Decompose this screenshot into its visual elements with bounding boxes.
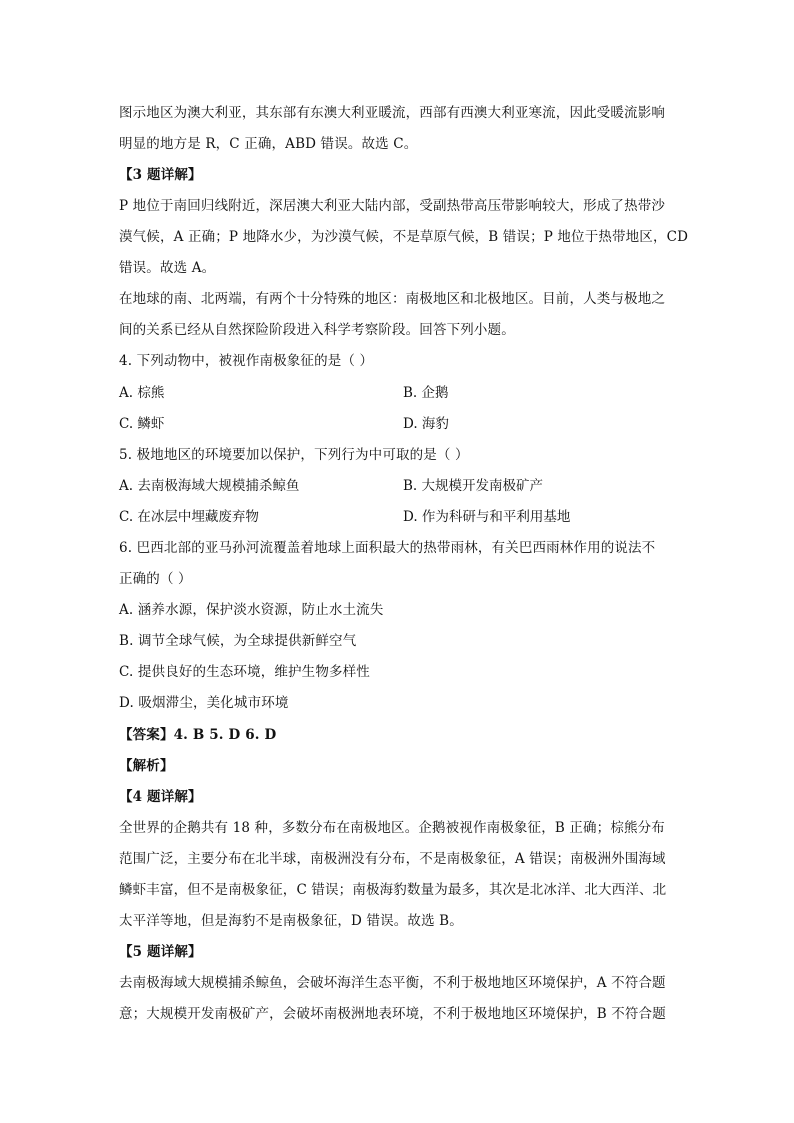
section-heading: 【3 题详解】: [119, 167, 202, 183]
text-line: 错误。故选 A。: [119, 260, 216, 276]
section-heading: 【5 题详解】: [119, 944, 202, 960]
text-line: 全世界的企鹅共有 18 种，多数分布在南极地区。企鹅被视作南极象征，B 正确；棕熊分布: [119, 820, 665, 836]
option-4a: A. 棕熊: [119, 385, 165, 401]
text-line: 图示地区为澳大利亚，其东部有东澳大利亚暖流，西部有西澳大利亚寒流，因此受暖流影响: [119, 105, 665, 121]
text-line: 间的关系已经从自然探险阶段进入科学考察阶段。回答下列小题。: [119, 322, 515, 338]
text-line: 范围广泛，主要分布在北半球，南极洲没有分布，不是南极象征，A 错误；南极洲外围海域: [119, 851, 666, 867]
option-5c: C. 在冰层中埋藏废弃物: [119, 509, 259, 525]
option-4b: B. 企鹅: [403, 385, 449, 401]
text-line: 在地球的南、北两端，有两个十分特殊的地区：南极地区和北极地区。目前，人类与极地之: [119, 291, 665, 307]
section-heading: 【4 题详解】: [119, 789, 202, 805]
option-6c: C. 提供良好的生态环境，维护生物多样性: [119, 664, 370, 680]
text-line: 漠气候，A 正确；P 地降水少，为沙漠气候，不是草原气候，B 错误；P 地位于热带地区，CD: [119, 229, 689, 245]
option-5b: B. 大规模开发南极矿产: [403, 478, 544, 494]
option-6a: A. 涵养水源，保护淡水资源，防止水土流失: [119, 602, 384, 618]
text-line: 意；大规模开发南极矿产，会破坏南极洲地表环境，不利于极地地区环境保护，B 不符合题: [119, 1006, 666, 1022]
option-6b: B. 调节全球气候，为全球提供新鲜空气: [119, 633, 357, 649]
text-line: 鳞虾丰富，但不是南极象征，C 错误；南极海豹数量为最多，其次是北冰洋、北大西洋、北: [119, 882, 667, 898]
option-6d: D. 吸烟滞尘，美化城市环境: [119, 695, 289, 711]
text-line: 正确的（ ）: [119, 571, 192, 587]
text-line: 明显的地方是 R，C 正确，ABD 错误。故选 C。: [119, 136, 418, 152]
text-line: 太平洋等地，但是海豹不是南极象征，D 错误。故选 B。: [119, 913, 463, 929]
answer-line: 【答案】4. B 5. D 6. D: [119, 727, 277, 743]
question-4: 4. 下列动物中，被视作南极象征的是（ ）: [119, 353, 374, 369]
analysis-heading: 【解析】: [119, 758, 174, 774]
option-5d: D. 作为科研与和平利用基地: [403, 509, 571, 525]
question-5: 5. 极地地区的环境要加以保护，下列行为中可取的是（ ）: [119, 447, 469, 463]
option-5a: A. 去南极海域大规模捕杀鲸鱼: [119, 478, 300, 494]
text-line: 去南极海域大规模捕杀鲸鱼，会破坏海洋生态平衡，不利于极地地区环境保护，A 不符合题: [119, 975, 666, 991]
question-6: 6. 巴西北部的亚马孙河流覆盖着地球上面积最大的热带雨林，有关巴西雨林作用的说法不: [119, 540, 656, 556]
option-4d: D. 海豹: [403, 416, 449, 432]
option-4c: C. 鳞虾: [119, 416, 165, 432]
text-line: P 地位于南回归线附近，深居澳大利亚大陆内部，受副热带高压带影响较大，形成了热带沙: [119, 198, 666, 214]
